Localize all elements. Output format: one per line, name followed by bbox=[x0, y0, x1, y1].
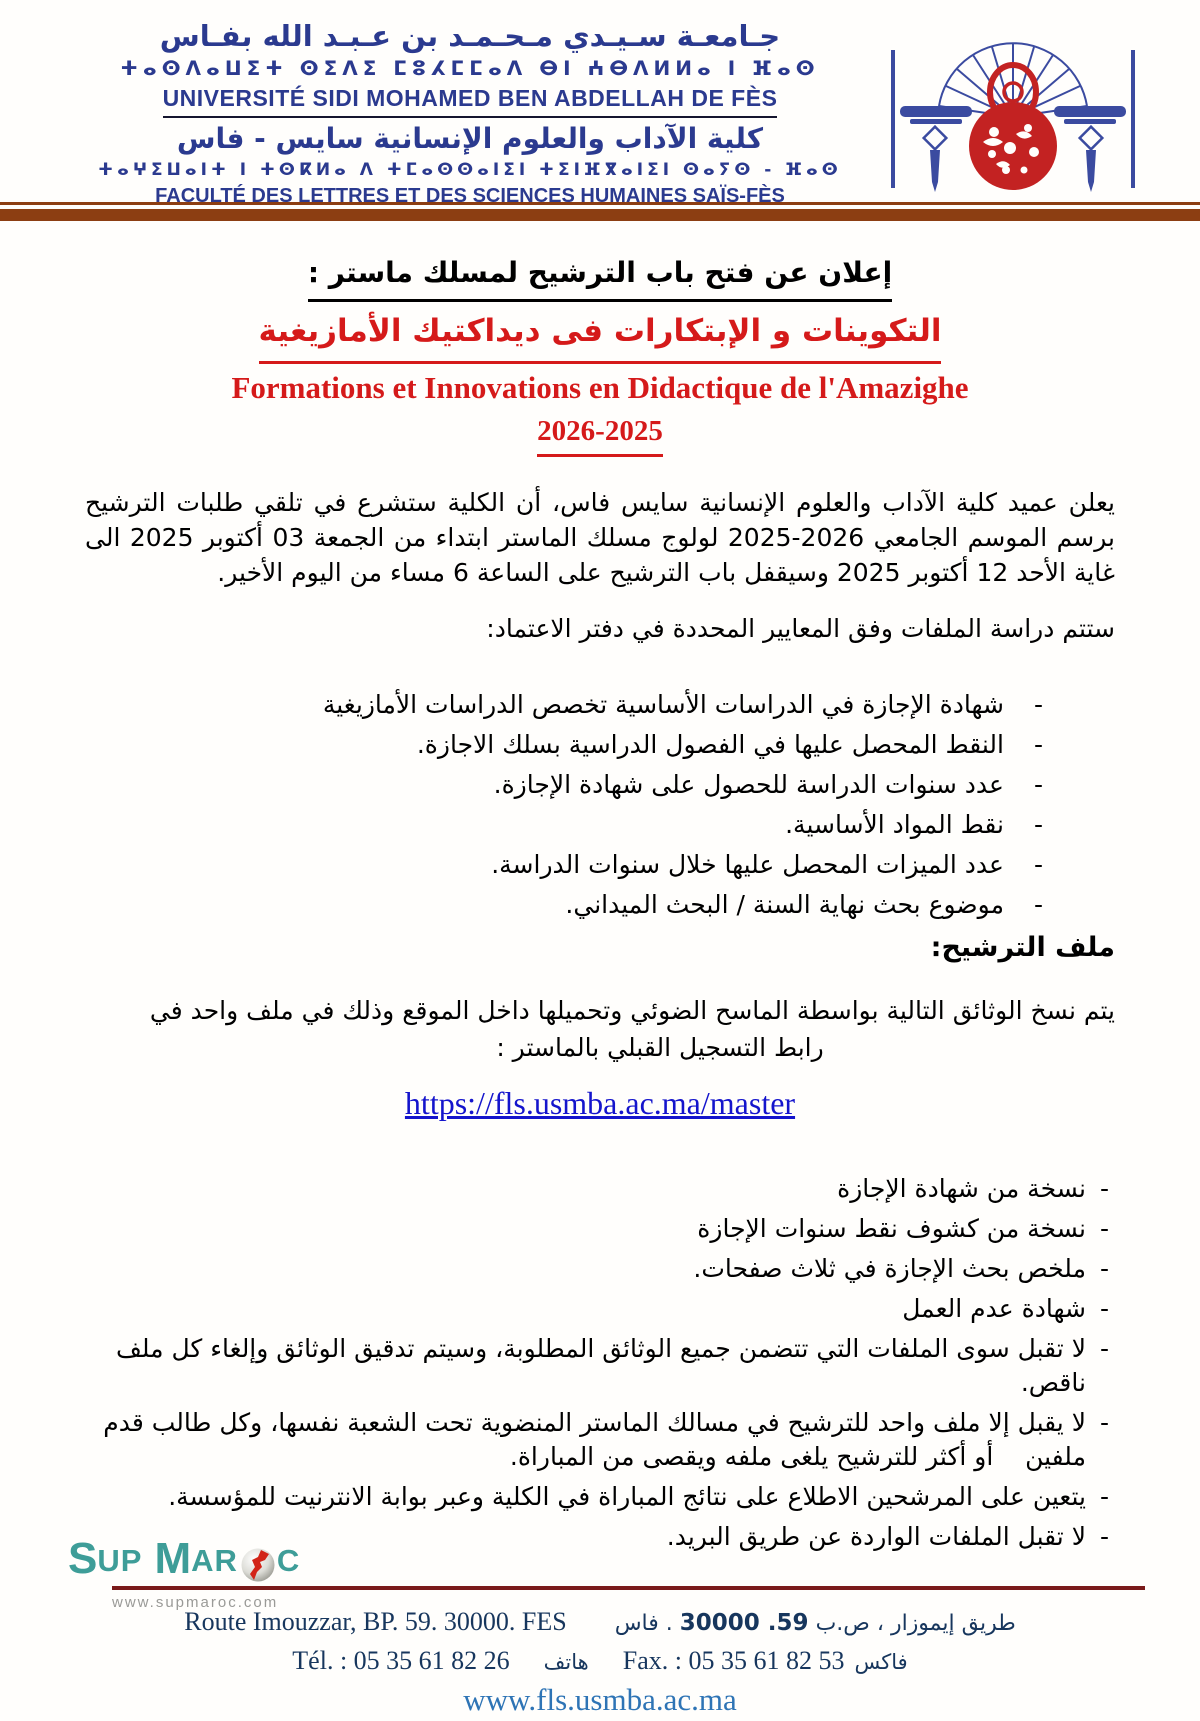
announcement-title-row bbox=[85, 251, 1115, 302]
emblem-right-bar bbox=[1131, 50, 1135, 188]
announcement-body bbox=[0, 251, 1200, 1554]
list-item bbox=[85, 1332, 1109, 1400]
emblem-medallion bbox=[969, 65, 1057, 190]
registration-link[interactable]: https://fls.usmba.ac.ma/master bbox=[404, 1085, 796, 1121]
letterhead-text bbox=[70, 18, 870, 210]
supmaroc-letter: S bbox=[68, 1534, 98, 1583]
dash-bullet: - bbox=[1033, 730, 1043, 759]
address-arabic-road: طريق إيموزار ، ص.ب bbox=[815, 1611, 1016, 1636]
criteria-item-text: موضوع بحث نهاية السنة / البحث الميداني. bbox=[565, 890, 1004, 919]
faculty-website-link[interactable]: www.fls.usmba.ac.ma bbox=[463, 1682, 737, 1717]
list-item bbox=[85, 1252, 1109, 1286]
dash-bullet: - bbox=[1033, 810, 1043, 839]
criteria-list bbox=[85, 688, 1115, 922]
supmaroc-letters: C bbox=[276, 1543, 301, 1578]
university-name-french-row bbox=[70, 82, 870, 118]
criteria-item-text: شهادة الإجازة في الدراسات الأساسية تخصص الدراسات الأمازيغية bbox=[322, 690, 1004, 719]
dash-bullet: - bbox=[1099, 1174, 1109, 1203]
list-item bbox=[85, 1480, 1109, 1514]
footer-address-line bbox=[0, 1607, 1200, 1637]
university-name-french: UNIVERSITÉ SIDI MOHAMED BEN ABDELLAH DE FÈS bbox=[163, 82, 778, 118]
header-divider-thick bbox=[0, 209, 1200, 221]
list-item bbox=[85, 808, 1043, 842]
dash-bullet: - bbox=[1099, 1482, 1109, 1511]
university-name-arabic: جـامعـة سـيـدي مـحـمـد بن عـبـد الله بفـاس bbox=[159, 19, 781, 53]
master-title-arabic: التكوينات و الإبتكارات فى ديداكتيك الأمازيغية bbox=[259, 306, 942, 364]
dash-bullet: - bbox=[1099, 1522, 1109, 1551]
supmaroc-globe-icon bbox=[240, 1547, 276, 1583]
documents-list bbox=[85, 1172, 1115, 1554]
list-item bbox=[85, 1172, 1109, 1206]
list-item bbox=[85, 728, 1043, 762]
supmaroc-letters: AR bbox=[191, 1543, 238, 1578]
document-item-text: لا تقبل الملفات الواردة عن طريق البريد. bbox=[666, 1522, 1086, 1551]
dash-bullet: - bbox=[1099, 1294, 1109, 1323]
dash-bullet: - bbox=[1033, 890, 1043, 919]
faculty-name-tifinagh: ⵜⴰⵖⵉⵡⴰⵏⵜ ⵏ ⵜⵙⴽⵍⴰ ⴷ ⵜⵎⴰⵙⵙⴰⵏⵉⵏ ⵜⵉⵏⴼⴳⴰⵏⵉⵏ ⵙⴰⵢⵙ - ⴼⴰⵙ bbox=[98, 160, 842, 180]
list-item bbox=[85, 1292, 1109, 1326]
dash-bullet: - bbox=[1099, 1334, 1109, 1363]
upload-note bbox=[85, 992, 1115, 1066]
list-item bbox=[85, 1212, 1109, 1246]
document-item-text: نسخة من كشوف نقط سنوات الإجازة bbox=[697, 1214, 1086, 1243]
list-item bbox=[85, 848, 1043, 882]
footer-phone-line bbox=[0, 1646, 1200, 1676]
upload-note-line1: يتم نسخ الوثائق التالية بواسطة الماسح الضوئي وتحميلها داخل الموقع وذلك في ملف واحد في bbox=[149, 996, 1115, 1025]
academic-year-row bbox=[85, 410, 1115, 457]
document-item-text: يتعين على المرشحين الاطلاع على نتائج المباراة في الكلية وعبر بوابة الانترنيت للمؤسسة. bbox=[168, 1482, 1086, 1511]
list-item bbox=[85, 1406, 1109, 1474]
criteria-item-text: النقط المحصل عليها في الفصول الدراسية بسلك الاجازة. bbox=[416, 730, 1004, 759]
criteria-item-text: نقط المواد الأساسية. bbox=[785, 810, 1004, 839]
address-arabic bbox=[615, 1611, 1016, 1636]
intro-paragraph: يعلن عميد كلية الآداب والعلوم الإنسانية سايس فاس، أن الكلية ستشرع في تلقي طلبات الترشيح برسم الموسم الجامعي 2026-2025 لولوج مسلك الماستر ابتداء من الجمعة 03 أكتوبر 2025 الى غاية الأحد 12 أكتوبر 2025 وسيقفل باب الترشيح على الساعة 6 مساء من اليوم الأخير. bbox=[85, 488, 1115, 587]
criteria-item-text: عدد الميزات المحصل عليها خلال سنوات الدراسة. bbox=[491, 850, 1004, 879]
academic-year: 2026-2025 bbox=[537, 410, 663, 457]
dash-bullet: - bbox=[1099, 1254, 1109, 1283]
supmaroc-letter: M bbox=[154, 1534, 192, 1583]
registration-link-row bbox=[85, 1080, 1115, 1132]
phone-arabic-label: هاتف bbox=[543, 1650, 589, 1674]
address-french: Route Imouzzar, BP. 59. 30000. FES bbox=[184, 1607, 567, 1636]
dash-bullet: - bbox=[1033, 770, 1043, 799]
document-item-text: لا يقبل إلا ملف واحد للترشيح في مسالك الماستر المنضوية تحت الشعبة نفسها، وكل طالب قدم ملفين أو أكثر للترشيح يلغى ملفه ويقصى من المباراة. bbox=[103, 1408, 1086, 1471]
list-item bbox=[85, 688, 1043, 722]
phone-french: Tél. : 05 35 61 82 26 bbox=[292, 1646, 510, 1675]
supmaroc-letters: UP bbox=[97, 1543, 143, 1578]
supmaroc-url: www.supmaroc.com bbox=[112, 1594, 279, 1611]
announcement-title: إعلان عن فتح باب الترشيح لمسلك ماستر : bbox=[308, 251, 892, 302]
faculty-website-row bbox=[0, 1682, 1200, 1718]
document-item-text: شهادة عدم العمل bbox=[902, 1294, 1086, 1323]
dash-bullet: - bbox=[1033, 690, 1043, 719]
list-item bbox=[85, 888, 1043, 922]
document-item-text: نسخة من شهادة الإجازة bbox=[837, 1174, 1086, 1203]
document-item-text: لا تقبل سوى الملفات التي تتضمن جميع الوثائق المطلوبة، وسيتم تدقيق الوثائق وإلغاء كل ملف ناقص. bbox=[115, 1334, 1086, 1397]
dash-bullet: - bbox=[1099, 1214, 1109, 1243]
criteria-intro: ستتم دراسة الملفات وفق المعايير المحددة في دفتر الاعتماد: bbox=[486, 614, 1115, 643]
address-arabic-numbers: 59. 30000 bbox=[679, 1610, 809, 1636]
master-title-arabic-row bbox=[85, 306, 1115, 364]
fax-arabic-label: فاكس bbox=[854, 1650, 908, 1674]
dash-bullet: - bbox=[1099, 1408, 1109, 1437]
emblem-left-bar bbox=[891, 50, 895, 188]
university-logo-emblem bbox=[888, 22, 1138, 194]
dash-bullet: - bbox=[1033, 850, 1043, 879]
criteria-item-text: عدد سنوات الدراسة للحصول على شهادة الإجازة. bbox=[493, 770, 1004, 799]
fax-french: Fax. : 05 35 61 82 53 bbox=[622, 1646, 845, 1675]
address-arabic-city: . فاس bbox=[614, 1611, 680, 1636]
footer-divider-line bbox=[112, 1586, 1145, 1590]
document-item-text: ملخص بحث الإجازة في ثلاث صفحات. bbox=[693, 1254, 1086, 1283]
list-item bbox=[85, 768, 1043, 802]
master-title-french: Formations et Innovations en Didactique de l'Amazighe bbox=[231, 370, 969, 405]
application-file-heading: ملف الترشيح: bbox=[930, 932, 1115, 963]
university-name-tifinagh: ⵜⴰⵙⴷⴰⵡⵉⵜ ⵙⵉⴷⵉ ⵎⵓⵃⵎⵎⴰⴷ ⴱⵏ ⵄⴱⴷⵍⵍⴰ ⵏ ⴼⴰⵙ bbox=[120, 56, 820, 80]
faculty-name-arabic: كلية الآداب والعلوم الإنسانية سايس - فاس bbox=[176, 122, 764, 155]
upload-note-line2: رابط التسجيل القبلي بالماستر : bbox=[496, 1033, 824, 1062]
faculty-name-french: FACULTÉ DES LETTRES ET DES SCIENCES HUMAINES SAÏS-FÈS bbox=[155, 185, 785, 207]
letterhead bbox=[0, 0, 1200, 207]
supmaroc-logo bbox=[68, 1534, 301, 1583]
